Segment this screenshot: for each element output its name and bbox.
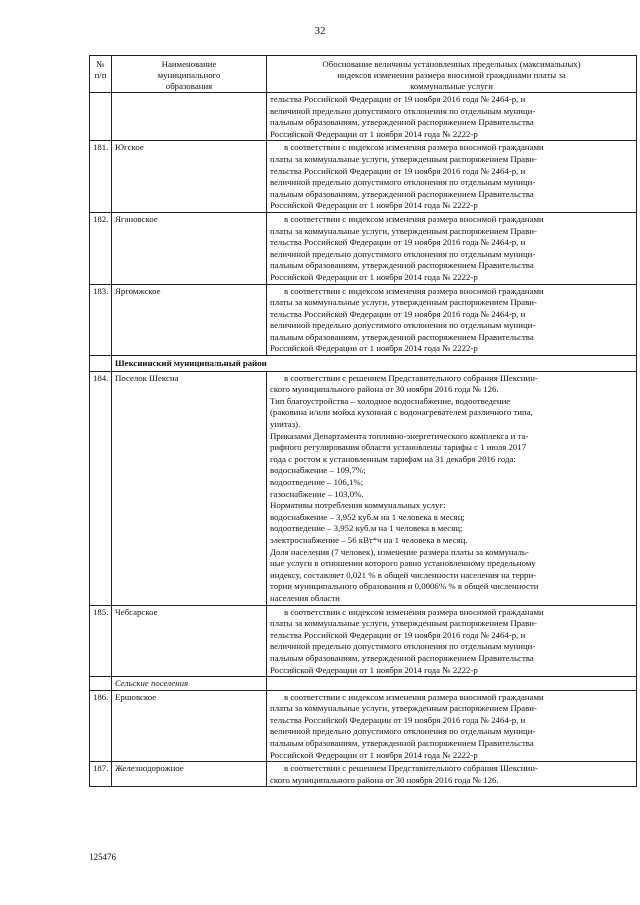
justification-cell bbox=[267, 93, 637, 141]
header-justification: Обоснование величины установленных предельных (максимальных) индексов изменения размера вносимой гражданами платы за коммунальные услуги bbox=[267, 56, 637, 93]
table-row bbox=[90, 284, 637, 356]
justification-cell bbox=[267, 212, 637, 284]
table-row bbox=[90, 690, 637, 762]
justification-text: в соответствии с индексом изменения размера вносимой гражданами платы за коммунальные услуги, утвержденным распоряжением Прави- тельства Российской Федерации от 19 ноября 2016 года № 2464-р, и величиной предельно допустимого отклонения по отдельным муници- пальным образованиям, утвержденной распоряжением Правительства Российской Федерации от 1 ноября 2014 года № 2222-р bbox=[270, 606, 544, 675]
municipality-name: Чебсарское bbox=[112, 605, 267, 677]
district-heading-row bbox=[90, 356, 637, 372]
row-number: 183. bbox=[90, 284, 112, 356]
justification-cell bbox=[267, 762, 637, 787]
row-number: 184. bbox=[90, 371, 112, 605]
municipality-name: Поселок Шексна bbox=[112, 371, 267, 605]
document-footer-code: 125476 bbox=[89, 852, 116, 862]
justification-text: в соответствии с индексом изменения размера вносимой гражданами платы за коммунальные услуги, утвержденным распоряжением Прави- тельства Российской Федерации от 19 ноября 2016 года № 2464-р, и величиной предельно допустимого отклонения по отдельным муници- пальным образованиям, утвержденной распоряжением Правительства Российской Федерации от 1 ноября 2014 года № 2222-р bbox=[270, 285, 544, 354]
justification-text: в соответствии с индексом изменения размера вносимой гражданами платы за коммунальные услуги, утвержденным распоряжением Прави- тельства Российской Федерации от 19 ноября 2016 года № 2464-р, и величиной предельно допустимого отклонения по отдельным муници- пальным образованиям, утвержденной распоряжением Правительства Российской Федерации от 1 ноября 2014 года № 2222-р bbox=[270, 691, 544, 760]
row-number: 187. bbox=[90, 762, 112, 787]
row-text-cell bbox=[267, 677, 637, 691]
justification-cell bbox=[267, 605, 637, 677]
municipality-name bbox=[112, 93, 267, 141]
district-heading: Шекснинский муниципальный район bbox=[112, 356, 637, 372]
header-municipality-name: Наименование муниципального образования bbox=[112, 56, 267, 93]
justification-cell bbox=[267, 690, 637, 762]
municipality-name: Ягановское bbox=[112, 212, 267, 284]
table-row bbox=[90, 212, 637, 284]
row-num-cell bbox=[90, 677, 112, 691]
justification-text: в соответствии с индексом изменения размера вносимой гражданами платы за коммунальные услуги, утвержденным распоряжением Прави- тельства Российской Федерации от 19 ноября 2016 года № 2464-р, и величиной предельно допустимого отклонения по отдельным муници- пальным образованиям, утвержденной распоряжением Правительства Российской Федерации от 1 ноября 2014 года № 2222-р bbox=[270, 213, 544, 282]
row-num-cell bbox=[90, 356, 112, 372]
table-row bbox=[90, 762, 637, 787]
subgroup-heading: Сельские поселения bbox=[112, 677, 267, 691]
table-row bbox=[90, 93, 637, 141]
table-row bbox=[90, 371, 637, 605]
tariff-justification-table bbox=[89, 55, 637, 787]
justification-cell bbox=[267, 284, 637, 356]
justification-text: в соответствии с решением Представительного собрания Шекснин- ского муниципального района от 30 ноября 2016 года № 126. bbox=[270, 763, 538, 785]
justification-cell bbox=[267, 141, 637, 213]
row-number: 186. bbox=[90, 690, 112, 762]
municipality-name: Яргомжское bbox=[112, 284, 267, 356]
justification-text: тельства Российской Федерации от 19 ноября 2016 года № 2464-р, и величиной предельно допустимого отклонения по отдельным муници- пальным образованиям, утвержденной распоряжением Правительства Российской Федерации от 1 ноября 2014 года № 2222-р bbox=[270, 94, 536, 139]
row-number: 185. bbox=[90, 605, 112, 677]
municipality-name: Югское bbox=[112, 141, 267, 213]
justification-text: в соответствии с решением Представительного собрания Шекснин- ского муниципального района от 30 ноября 2016 года № 126. Тип благоустройства – холодное водоснабжение, водоотведение (раковина и/или мойка кухонная с водонагревателем различного типа, унитаз). Приказами Департамента топливно-энергетического комплекса и та- рифного регулирования области установлены тарифы с 1 июля 2017 года с ростом к установленным тарифам на 31 декабря 2016 года: водоснабжение – 109,7%; водоотведение – 106,1%; газоснабжение – 103,0%. Нормативы потребления коммунальных услуг: водоснабжение – 3,952 куб.м на 1 человека в месяц; водоотведение – 3,952 куб.м на 1 человека в месяц; электроснабжение – 56 кВт*ч на 1 человека в месяц. Доля населения (7 человек), изменение размера платы за коммуналь- ные услуги в отношении которого равно установленному предельному индексу, составляет 0,021 % в общей численности населения на терри- тории муниципального образования и 0,0006% % в общей численности населения области bbox=[270, 372, 539, 603]
row-number bbox=[90, 93, 112, 141]
justification-text: в соответствии с индексом изменения размера вносимой гражданами платы за коммунальные услуги, утвержденным распоряжением Прави- тельства Российской Федерации от 19 ноября 2016 года № 2464-р, и величиной предельно допустимого отклонения по отдельным муници- пальным образованиям, утвержденной распоряжением Правительства Российской Федерации от 1 ноября 2014 года № 2222-р bbox=[270, 142, 544, 211]
subgroup-heading-row bbox=[90, 677, 637, 691]
table-body bbox=[90, 93, 637, 787]
table-header-row bbox=[90, 56, 637, 93]
table-row bbox=[90, 605, 637, 677]
table-row bbox=[90, 141, 637, 213]
row-number: 181. bbox=[90, 141, 112, 213]
row-number: 182. bbox=[90, 212, 112, 284]
justification-cell bbox=[267, 371, 637, 605]
municipality-name: Железнодорожное bbox=[112, 762, 267, 787]
page-number: 32 bbox=[314, 25, 326, 37]
municipality-name: Ершовское bbox=[112, 690, 267, 762]
header-num: № п/п bbox=[90, 56, 112, 93]
